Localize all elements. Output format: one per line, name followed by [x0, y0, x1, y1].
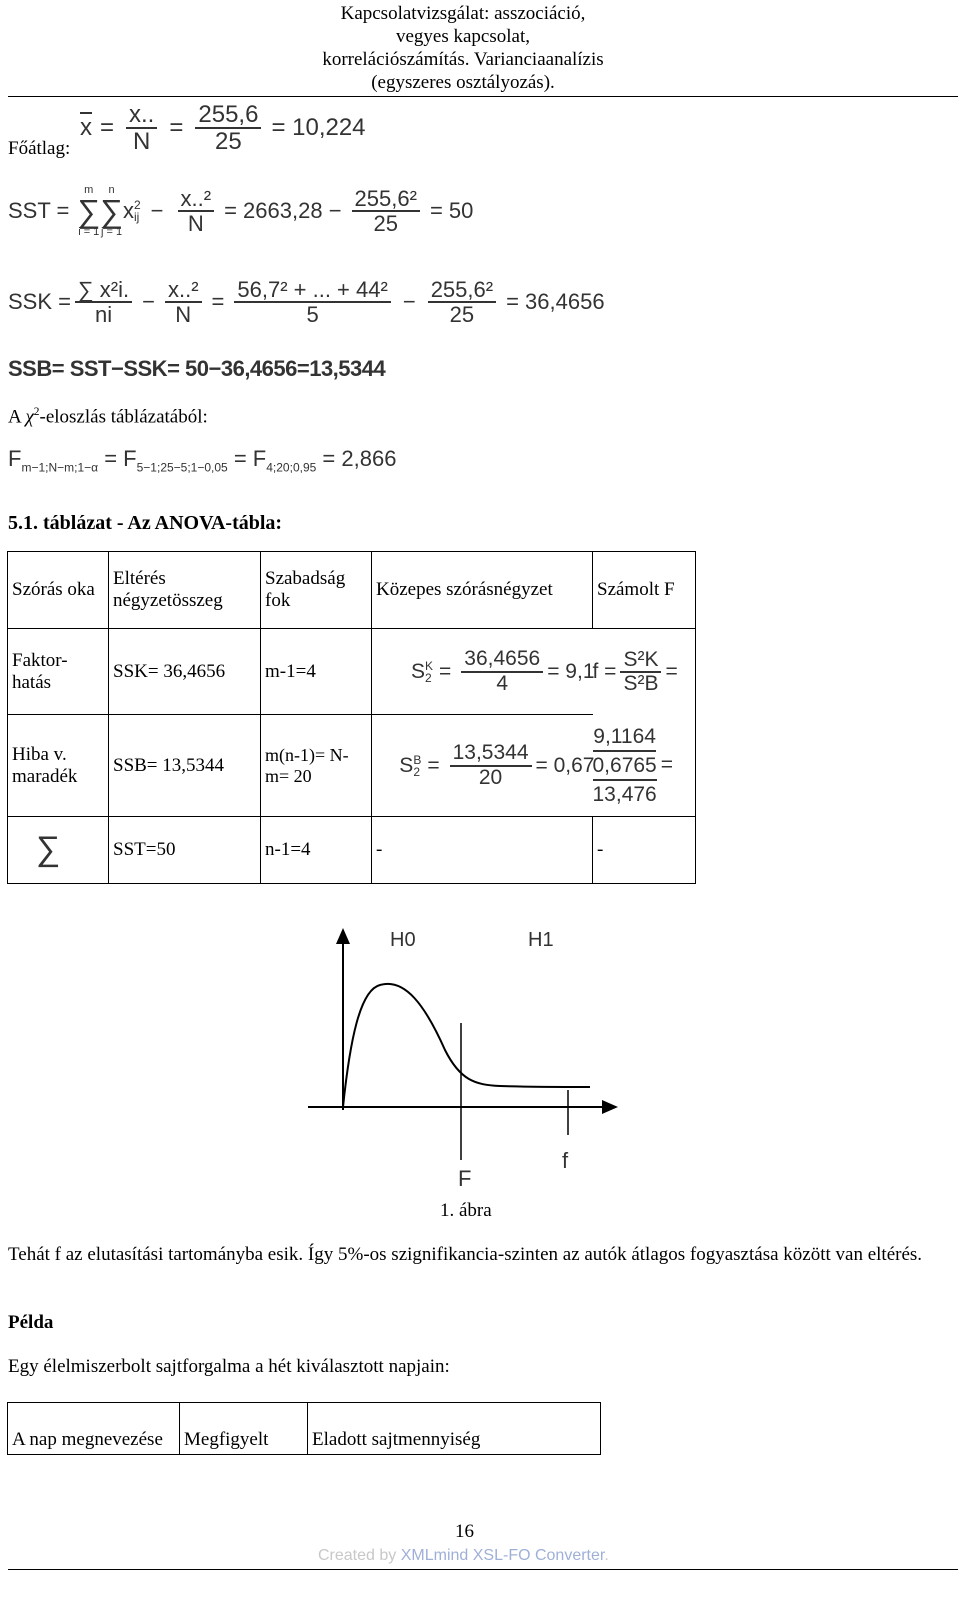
df-cell: m(n-1)= N-m= 20	[261, 715, 372, 817]
foatlag-label: Főátlag:	[8, 138, 71, 159]
df-cell: m-1=4	[261, 629, 372, 715]
f-critical-formula: $F_{m-1;N-m;1-\alpha} = F_{5-1;25-5;1-0,05} = F_{4;20;0,95} = 2,866$	[8, 446, 397, 475]
header-line-3: korrelációszámítás. Varianciaanalízis	[322, 49, 604, 70]
ms-cell: -	[372, 817, 593, 884]
cause-cell: Hiba v. maradék	[8, 715, 109, 817]
header-cell: Megfigyelt	[180, 1403, 308, 1455]
F-label: F	[458, 1166, 472, 1191]
ms-cell: S K 2 = $\frac{36,4656}{4}$ = 9,1	[372, 629, 593, 715]
paragraph-intro: Egy élelmiszerbolt sajtforgalma a hét kiválasztott napjain:	[8, 1356, 450, 1377]
chi-text: A $\chi^2$-eloszlás táblázatából:	[8, 406, 208, 428]
header-cell: Számolt F	[593, 552, 696, 629]
ss-cell: SST=50	[109, 817, 261, 884]
h1-label: H1	[528, 929, 554, 951]
sigma-icon: ∑	[36, 830, 61, 868]
ssk-formula: SSK = $\frac{\text{∑ x²i.}}{ni}$ − $\frac{\text{x..²}}{N}$ = $\frac{\text{56,7² + ... + 44²}}{5}$ − $\frac{\text{255,6²}}{25}$ = 36,4656	[8, 276, 605, 327]
f-cell: 9,1164 0,6765 13,476 =	[593, 715, 696, 817]
ms-cell: S B 2 = $\frac{13,5344}{20}$ = 0,67	[372, 715, 593, 817]
sajt-table	[7, 1402, 601, 1455]
header-cell: Közepes szórásnégyzet	[372, 552, 593, 629]
header-cell: Szórás oka	[8, 552, 109, 629]
xmlmind-link[interactable]: XMLmind XSL-FO Converter	[400, 1547, 605, 1564]
f-cell: f = $\frac{\text{S²K}}{\text{S²B}}$ =	[593, 629, 696, 715]
table-title: 5.1. táblázat - Az ANOVA-tábla:	[8, 512, 283, 534]
paragraph-conclusion: Tehát f az elutasítási tartományba esik. Így 5%-os szignifikancia-szinten az autók átlagos fogyasztása között van eltérés.	[8, 1244, 923, 1265]
foatlag-formula: $\overline{x}$ = $\frac{x..}{N}$ = $\frac{255,6}{25}$ = 10,224	[80, 100, 366, 155]
f-cell: -	[593, 817, 696, 884]
anova-row-hiba	[8, 715, 696, 817]
sst-formula: SST = m ∑ i = 1 n ∑ j = 1 x 2 ij − $\frac{\text{x..²}}{N}$ = 2663,28 − $\frac{\text{255,6²}}{25}$ = 50	[8, 184, 474, 238]
header-cell: Szabadság fok	[261, 552, 372, 629]
header-line-4: (egyszeres osztályozás).	[371, 72, 555, 93]
ss-cell: SSB= 13,5344	[109, 715, 261, 817]
anova-row-faktor	[8, 629, 696, 715]
sajt-header-row	[8, 1403, 601, 1455]
footer-rule	[8, 1569, 958, 1570]
page-number: 16	[455, 1521, 474, 1542]
header-rule	[8, 96, 958, 97]
foatlag-frac: $\frac{x..}{N}$	[126, 102, 157, 154]
sum-j: n ∑ j = 1	[100, 184, 123, 238]
header-cell: Eladott sajtmennyiség	[308, 1403, 601, 1455]
cause-cell: Faktor-hatás	[8, 629, 109, 715]
running-header	[308, 2, 618, 94]
header-cell: A nap megnevezése	[8, 1403, 180, 1455]
sum-symbol-cell	[8, 817, 109, 884]
y-axis-arrow	[336, 928, 350, 944]
header-line-1: Kapcsolatvizsgálat: asszociáció,	[340, 3, 586, 24]
anova-row-total	[8, 817, 696, 884]
anova-table	[7, 551, 696, 884]
h0-label: H0	[390, 929, 416, 951]
header-line-2: vegyes kapcsolat,	[395, 26, 530, 47]
x-axis-arrow	[602, 1100, 618, 1114]
f-distribution-figure	[300, 920, 630, 1195]
sum-i: m ∑ i = 1	[77, 184, 101, 238]
created-by: Created by XMLmind XSL-FO Converter.	[318, 1547, 609, 1564]
pelda-heading: Példa	[8, 1312, 54, 1333]
f-label: f	[562, 1148, 569, 1173]
anova-header-row	[8, 552, 696, 629]
x-bar: $\overline{x}$	[80, 114, 92, 141]
header-cell: Eltérés négyzetösszeg	[109, 552, 261, 629]
density-curve	[343, 984, 590, 1107]
figure-caption: 1. ábra	[440, 1200, 492, 1221]
ss-cell: SSK= 36,4656	[109, 629, 261, 715]
df-cell: n-1=4	[261, 817, 372, 884]
foatlag-frac-2: $\frac{255,6}{25}$	[195, 102, 261, 154]
ssb-formula: SSB= SST−SSK= 50−36,4656=13,5344	[8, 356, 386, 381]
